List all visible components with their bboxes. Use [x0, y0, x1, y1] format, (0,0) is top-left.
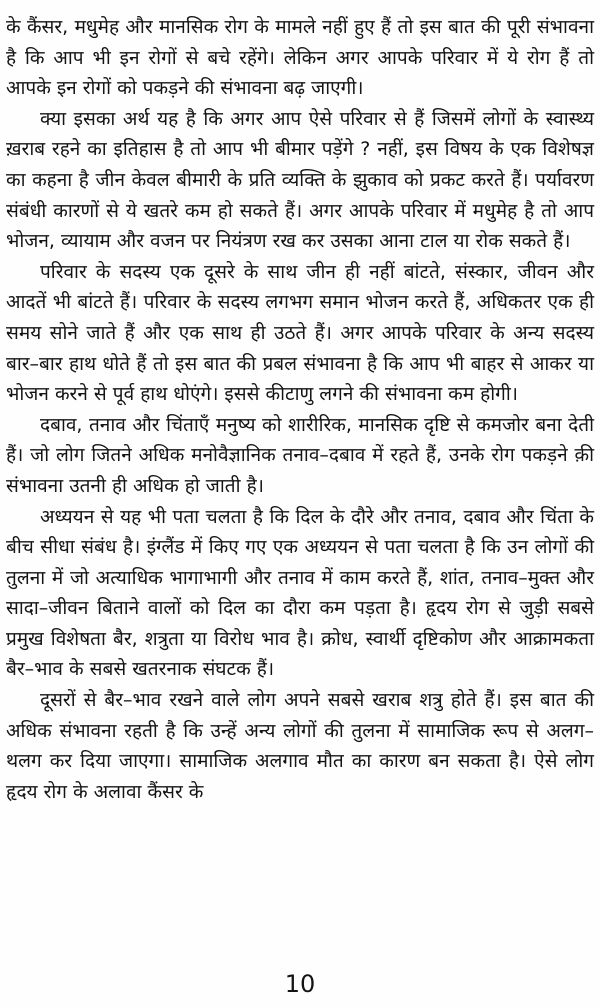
paragraph: क्या इसका अर्थ यह है कि अगर आप ऐसे परिवार से हैं जिसमें लोगों के स्वास्थ्य ख़राब रहने का इतिहास है तो आप भी बीमार पड़ेंगे ? नहीं, इस विषय के एक विशेषज्ञ का कहना है जीन केवल बीमारी के प्रति व्यक्ति के झुकाव को प्रकट करते हैं। पर्यावरण संबंधी कारणों से ये खतरे कम हो सकते हैं। अगर आपके परिवार में मधुमेह है तो आप भोजन, व्यायाम और वजन पर नियंत्रण रख कर उसका आना टाल या रोक सकते हैं।	[6, 107, 594, 253]
paragraph: के कैंसर, मधुमेह और मानसिक रोग के मामले नहीं हुए हैं तो इस बात की पूरी संभावना है कि आप भी इन रोगों से बचे रहेंगे। लेकिन अगर आपके परिवार में ये रोग हैं तो आपके इन रोगों को पकड़ने की संभावना बढ़ जाएगी।	[6, 16, 594, 100]
page-body-text	[6, 12, 594, 807]
paragraph: दबाव, तनाव और चिंताएँ मनुष्य को शारीरिक, मानसिक दृष्टि से कमजोर बना देती हैं। जो लोग जितने अधिक मनोवैज्ञानिक तनाव–दबाव में रहते हैं, उनके रोग पकड़ने क़ी संभावना उतनी ही अधिक हो जाती है।	[6, 413, 594, 497]
paragraph: अध्ययन से यह भी पता चलता है कि दिल के दौरे और तनाव, दबाव और चिंता के बीच सीधा संबंध है। इंग्लैंड में किए गए एक अध्ययन से पता चलता है कि उन लोगों की तुलना में जो अत्याधिक भागाभागी और तनाव में काम करते हैं, शांत, तनाव–मुक्त और सादा–जीवन बिताने वालों को दिल का दौरा कम पड़ता है। हृदय रोग से जुड़ी सबसे प्रमुख विशेषता बैर, शत्रुता या विरोध भाव है। क्रोध, स्वार्थी दृष्टिकोण और आक्रामकता बैर–भाव के सबसे खतरनाक संघटक हैं।	[6, 505, 594, 681]
page-number: 10	[284, 970, 316, 998]
paragraph: दूसरों से बैर–भाव रखने वाले लोग अपने सबसे खराब शत्रु होते हैं। इस बात की अधिक संभावना रहती है कि उन्हें अन्य लोगों की तुलना में सामाजिक रूप से अलग–थलग कर दिया जाएगा। सामाजिक अलगाव मौत का कारण बन सकता है। ऐसे लोग हृदय रोग के अलावा कैंसर के	[6, 689, 594, 803]
paragraph: परिवार के सदस्य एक दूसरे के साथ जीन ही नहीं बांटते, संस्कार, जीवन और आदतें भी बांटते हैं। परिवार के सदस्य लगभग समान भोजन करते हैं, अधिकतर एक ही समय सोने जाते हैं और एक साथ ही उठते हैं। अगर आपके परिवार के अन्य सदस्य बार–बार हाथ धोते हैं तो इस बात की प्रबल संभावना है कि आप भी बाहर से आकर या भोजन करने से पूर्व हाथ धोएंगे। इससे कीटाणु लगने की संभावना कम होगी।	[6, 260, 594, 406]
